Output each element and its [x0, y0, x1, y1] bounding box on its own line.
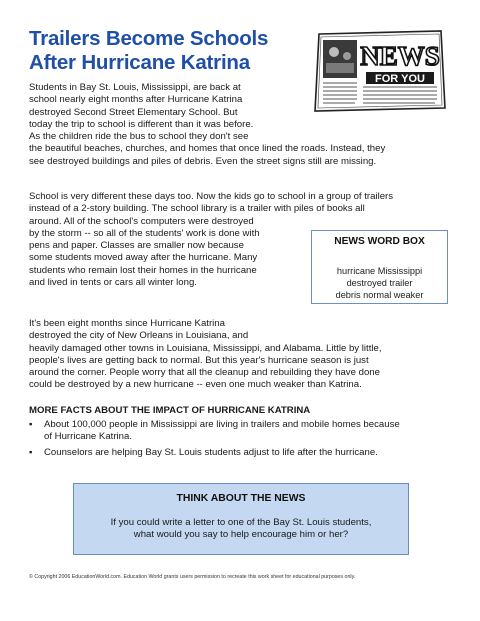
text-line: and lived in tents or cars all winter long. [29, 277, 197, 289]
logo-word-news: NEWS [360, 41, 440, 71]
page-title [29, 27, 309, 75]
think-box-line: If you could write a letter to one of the Bay St. Louis students, [110, 517, 372, 528]
text-line: destroyed the city of New Orleans in Louisiana, and [29, 330, 249, 342]
more-facts-heading: MORE FACTS ABOUT THE IMPACT OF HURRICANE KATRINA [29, 405, 311, 416]
bullet-icon: ▪ [29, 419, 33, 430]
paragraph-1 [29, 82, 385, 168]
bullet-icon: ▪ [29, 446, 33, 458]
list-item [29, 419, 439, 444]
copyright-footer: © Copyright 2006 EducationWorld.com. Education World grants users permission to recreate this work sheet for educational purposes only. [29, 574, 356, 580]
text-line: school nearly eight months after Hurricane Katrina [29, 94, 243, 106]
fact-text-line: About 100,000 people in Mississippi are living in trailers and mobile homes because [44, 419, 400, 430]
word-box-line: debris normal weaker [335, 290, 424, 301]
paragraph-3 [29, 318, 382, 392]
think-about-the-news-box [73, 483, 409, 555]
text-line: School is very different these days too. Now the kids go to school in a group of trailers [29, 191, 394, 202]
text-line: instead of a 2-story building. The school library is a trailer with piles of books all [29, 203, 365, 215]
think-box-line: what would you say to help encourage him or her? [133, 529, 349, 541]
list-item [29, 447, 439, 459]
text-line: people's lives are getting back to normal. But this year's hurricane season is just [29, 354, 369, 366]
text-line: see destroyed buildings and piles of debris. Even the street signs still are missing. [29, 155, 377, 167]
text-line: Students in Bay St. Louis, Mississippi, are back at [29, 82, 241, 93]
text-line: around the corner. People worry that all the cleanup and rebuilding they have done [29, 367, 380, 379]
text-line: heavily damaged other towns in Louisiana, Mississippi, and Alabama. Little by little, [29, 342, 382, 354]
text-line: As the children ride the bus to school they don't see [29, 131, 249, 143]
text-line: destroyed Second Street Elementary School. But [29, 106, 238, 118]
text-line: pens and paper. Classes are smaller now because [29, 240, 244, 252]
think-box-title: THINK ABOUT THE NEWS [176, 493, 306, 504]
text-line: today the trip to school is different than it was before. [29, 118, 254, 130]
text-line: students who remain lost their homes in the hurricane [29, 264, 257, 276]
text-line: by the storm -- so all of the students' work is done with [29, 227, 260, 239]
word-box-title: NEWS WORD BOX [334, 236, 425, 247]
news-word-box [311, 230, 448, 304]
word-box-line: destroyed trailer [346, 278, 413, 289]
word-box-line: hurricane Mississippi [336, 266, 423, 276]
fact-text-line: of Hurricane Katrina. [44, 431, 132, 443]
think-box-question [74, 517, 408, 542]
word-box-words [312, 265, 447, 302]
text-line: around. All of the school's computers were destroyed [29, 215, 254, 227]
title-line-1: Trailers Become Schools [29, 27, 269, 50]
more-facts-list [29, 419, 439, 462]
logo-word-for-you: FOR YOU [375, 73, 425, 85]
text-line: could be destroyed by a new hurricane -- even one much weaker than Katrina. [29, 379, 362, 391]
text-line: the beautiful beaches, churches, and homes that once lined the roads. Instead, they [29, 143, 386, 155]
title-line-2: After Hurricane Katrina [29, 51, 250, 74]
fact-text-line: Counselors are helping Bay St. Louis students adjust to life after the hurricane. [44, 446, 378, 458]
text-line: It's been eight months since Hurricane Katrina [29, 318, 225, 329]
text-line: some students moved away after the hurricane. Many [29, 252, 258, 264]
